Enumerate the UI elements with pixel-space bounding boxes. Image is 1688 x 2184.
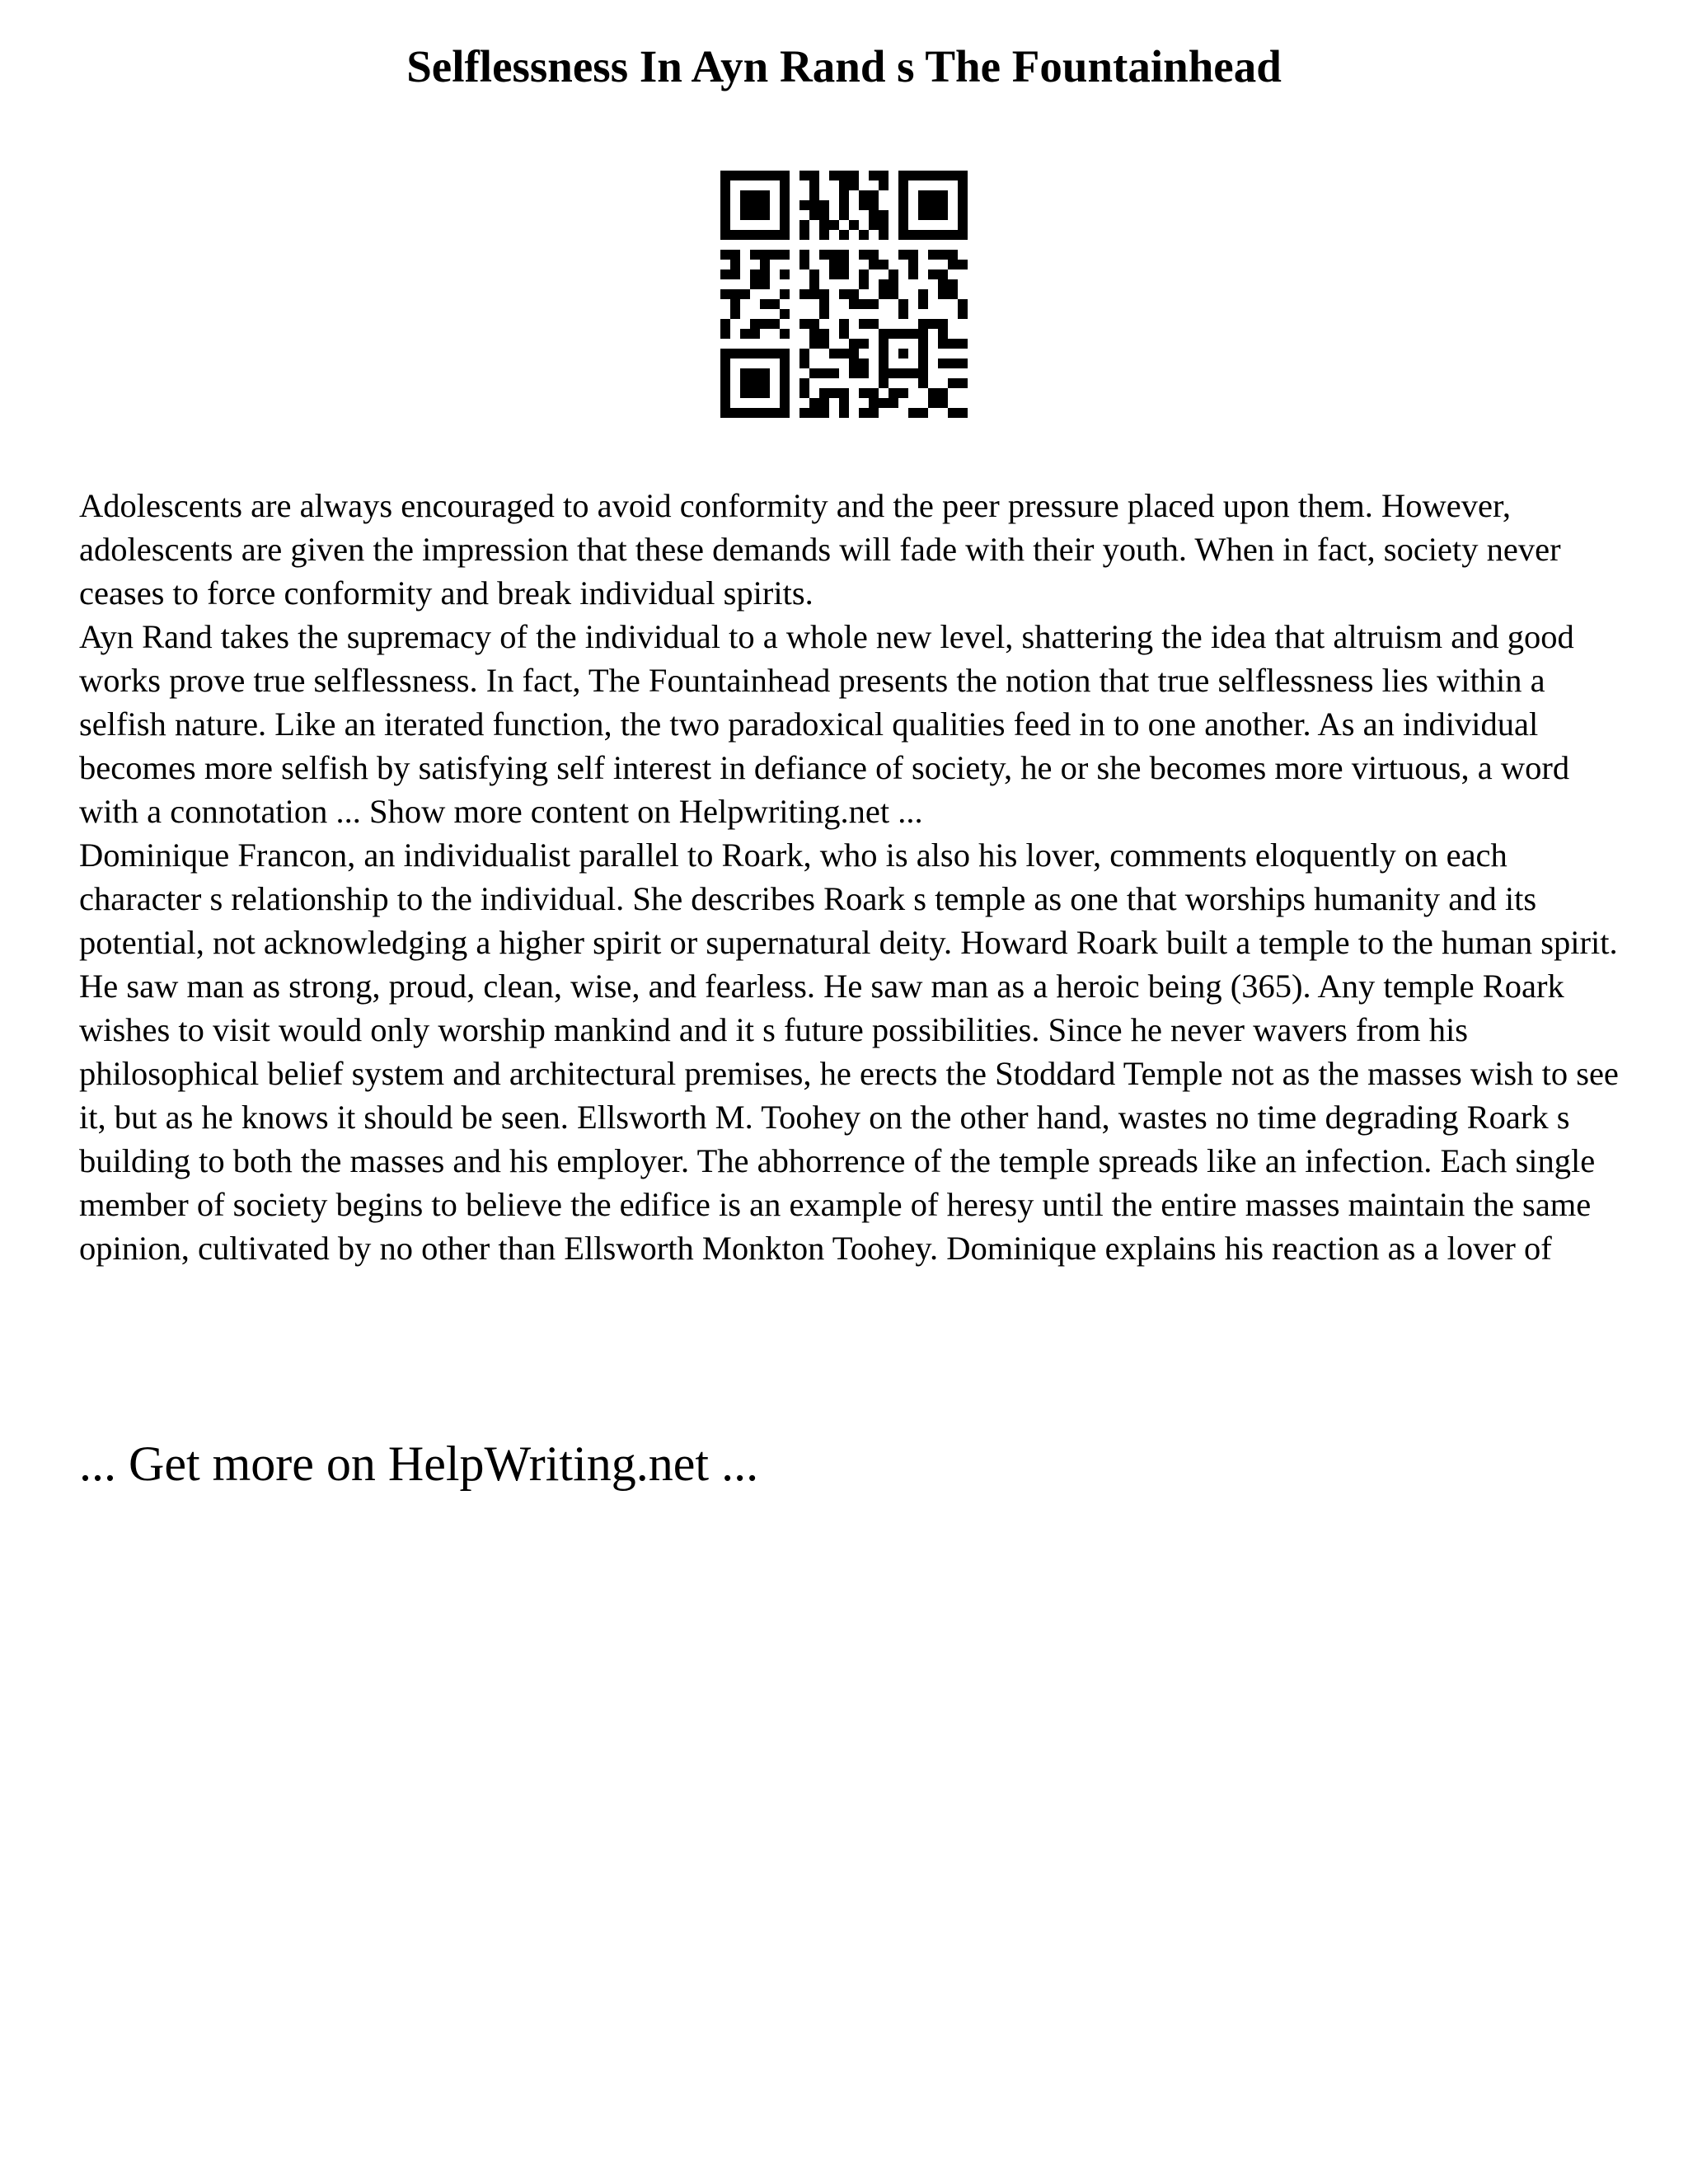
document-body <box>79 484 1620 1270</box>
paragraph: Ayn Rand takes the supremacy of the individual to a whole new level, shattering the idea that altruism and good works prove true selflessness. In fact, The Fountainhead presents the notion that true selflessness lies within a selfish nature. Like an iterated function, the two paradoxical qualities feed in to one another. As an individual becomes more selfish by satisfying self interest in defiance of society, he or she becomes more virtuous, a word with a connotation ... Show more content on Helpwriting.net ... <box>79 618 1574 830</box>
qr-code-icon <box>720 171 968 418</box>
paragraph: Dominique Francon, an individualist parallel to Roark, who is also his lover, comments eloquently on each character s relationship to the individual. She describes Roark s temple as one that worships humanity and its potential, not acknowledging a higher spirit or supernatural deity. Howard Roark built a temple to the human spirit. He saw man as strong, proud, clean, wise, and fearless. He saw man as a heroic being (365). Any temple Roark wishes to visit would only worship mankind and it s future possibilities. Since he never wavers from his philosophical belief system and architectural premises, he erects the Stoddard Temple not as the masses wish to see it, but as he knows it should be seen. Ellsworth M. Toohey on the other hand, wastes no time degrading Roark s building to both the masses and his employer. The abhorrence of the temple spreads like an infection. Each single member of society begins to believe the edifice is an example of heresy until the entire masses maintain the same opinion, cultivated by no other than Ellsworth Monkton Toohey. Dominique explains his reaction as a lover of <box>79 837 1619 1267</box>
document-title: Selflessness In Ayn Rand s The Fountainhead <box>406 41 1282 91</box>
get-more-link[interactable]: ... Get more on HelpWriting.net ... <box>79 1436 759 1491</box>
paragraph: Adolescents are always encouraged to avoid conformity and the peer pressure placed upon them. However, adolescents are given the impression that these demands will fade with their youth. When in fact, society never ceases to force conformity and break individual spirits. <box>79 487 1561 612</box>
